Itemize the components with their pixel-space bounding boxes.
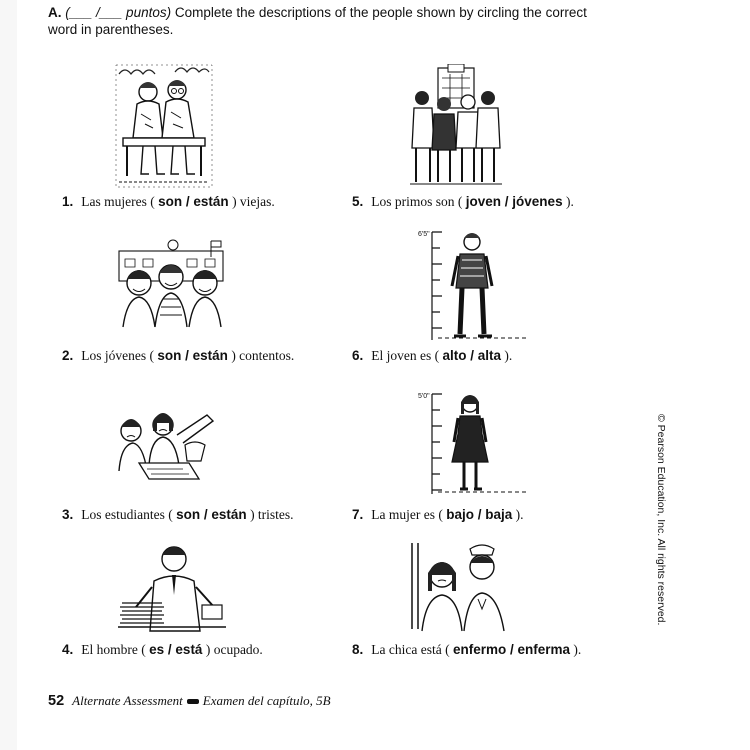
footer-right: Examen del capítulo, 5B <box>202 693 331 708</box>
item-number: 7. <box>352 507 364 522</box>
option-bajo[interactable]: bajo <box>446 507 474 522</box>
item-number: 1. <box>62 194 74 209</box>
points-blank: (___ /___ puntos) <box>65 5 172 20</box>
item-7: 7. La mujer es ( bajo / baja ). <box>352 507 524 522</box>
option-estan[interactable]: están <box>193 194 229 209</box>
illustration-busy-man <box>118 541 228 633</box>
illustration-happy-youths <box>115 237 227 329</box>
item-8: 8. La chica está ( enfermo / enferma ). <box>352 642 582 657</box>
item-number: 5. <box>352 194 364 209</box>
instructions <box>48 4 608 38</box>
item-6: 6. El joven es ( alto / alta ). <box>352 348 513 363</box>
item-5: 5. Los primos son ( joven / jóvenes ). <box>352 194 574 209</box>
illustration-tall-man <box>418 228 530 342</box>
option-estan[interactable]: están <box>211 507 247 522</box>
item-1: 1. Las mujeres ( son / están ) viejas. <box>62 194 275 209</box>
option-enferma[interactable]: enferma <box>517 642 571 657</box>
page-number: 52 <box>48 693 65 709</box>
illustration-elderly-women <box>115 64 213 188</box>
option-joven[interactable]: joven <box>465 194 502 209</box>
instructions-text: Complete the descriptions of the people shown by circling the correct word in parentheses. <box>48 5 587 37</box>
height-label-short: 5'0" <box>418 393 430 400</box>
item-number: 4. <box>62 642 74 657</box>
option-son[interactable]: son <box>157 348 182 363</box>
option-son[interactable]: son <box>176 507 201 522</box>
item-number: 6. <box>352 348 364 363</box>
page-footer <box>48 693 331 709</box>
item-number: 8. <box>352 642 364 657</box>
option-es[interactable]: es <box>149 642 165 657</box>
footer-separator <box>187 699 199 704</box>
option-alto[interactable]: alto <box>442 348 467 363</box>
option-baja[interactable]: baja <box>485 507 513 522</box>
illustration-cousins <box>408 64 504 188</box>
section-letter: A. <box>48 5 62 20</box>
option-son[interactable]: son <box>158 194 183 209</box>
item-2: 2. Los jóvenes ( son / están ) contentos. <box>62 348 295 363</box>
item-4: 4. El hombre ( es / está ) ocupado. <box>62 642 263 657</box>
option-alta[interactable]: alta <box>477 348 502 363</box>
copyright-notice: © Pearson Education, Inc. All rights reserved. <box>655 414 667 626</box>
option-enfermo[interactable]: enfermo <box>452 642 507 657</box>
item-3: 3. Los estudiantes ( son / están ) tristes. <box>62 507 294 522</box>
illustration-short-woman <box>418 390 530 496</box>
item-number: 2. <box>62 348 74 363</box>
height-label-tall: 6'5" <box>418 231 430 238</box>
option-esta[interactable]: está <box>175 642 203 657</box>
option-estan[interactable]: están <box>192 348 228 363</box>
illustration-sad-students <box>115 405 225 487</box>
item-number: 3. <box>62 507 74 522</box>
footer-left: Alternate Assessment <box>72 693 183 708</box>
illustration-sick-girl <box>408 541 512 633</box>
option-jovenes[interactable]: jóvenes <box>512 194 563 209</box>
